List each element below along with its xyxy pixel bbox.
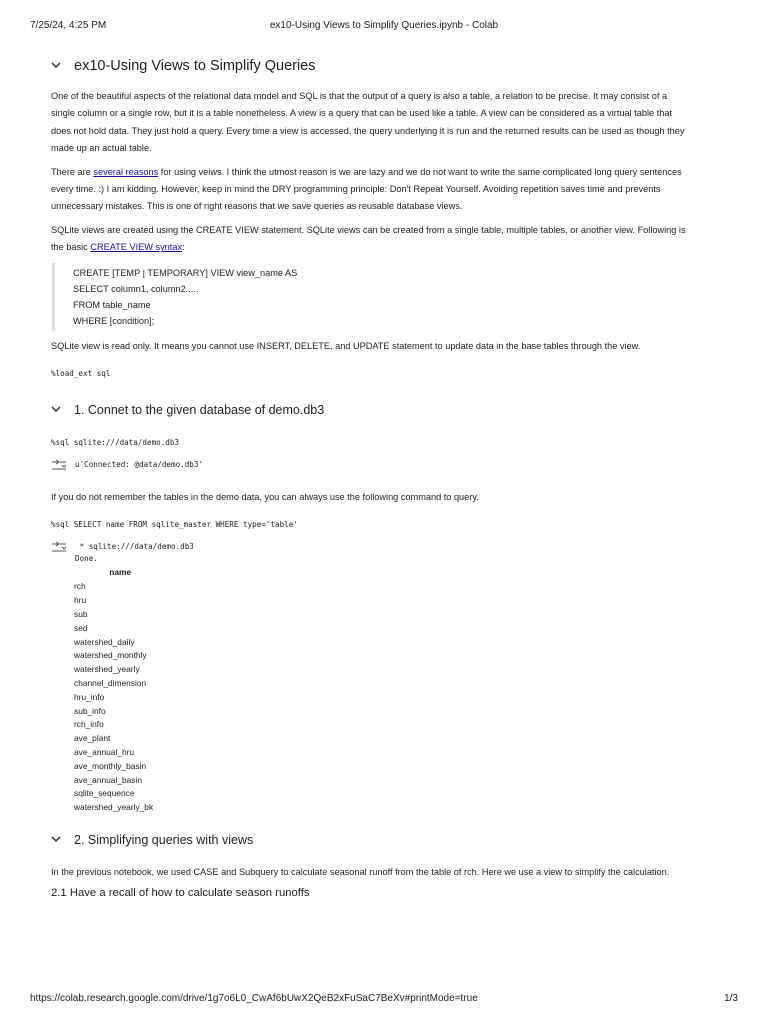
print-header — [30, 20, 738, 34]
section2-heading[interactable] — [48, 824, 693, 856]
query-output — [51, 541, 693, 553]
table-cell: ave_annual_basin — [74, 774, 142, 785]
print-datetime: 7/25/24, 4:25 PM — [30, 20, 107, 31]
table-row — [73, 593, 157, 607]
hint-paragraph: If you do not remember the tables in the demo data, you can always use the following command to query. — [51, 492, 479, 503]
table-row — [73, 745, 157, 759]
notebook-title: ex10-Using Views to Simplify Queries — [74, 58, 316, 74]
table-row — [73, 800, 157, 814]
table-cell: watershed_yearly — [74, 664, 140, 675]
load-ext-code-cell[interactable]: %load_ext sql — [51, 369, 111, 379]
table-cell: hru_info — [74, 691, 105, 702]
print-title: ex10-Using Views to Simplify Queries.ipynb - Colab — [269, 20, 499, 31]
table-cell: hru — [74, 595, 87, 606]
table-row — [73, 773, 157, 787]
table-row — [73, 676, 157, 690]
create-view-paragraph — [51, 222, 693, 257]
output-arrow-icon[interactable] — [51, 459, 67, 471]
reasons-suffix: for using veiws. I think the utmost reason is we are lazy and we do not want to write the same complicated long query sentences every time. :) I am kidding. However, keep in mind the DRY programming principle: Don't Repeat Yourself. Avoiding repetition saves time and prevents unnecessary mistakes. This is one of right reasons that we save queries as reusable database views. — [51, 166, 682, 212]
table-row — [73, 579, 157, 593]
reasons-paragraph — [51, 164, 693, 216]
several-reasons-link[interactable]: several reasons — [93, 166, 159, 177]
syntax-blockquote — [52, 263, 693, 331]
notebook-title-heading[interactable] — [48, 50, 693, 82]
table-cell: watershed_monthly — [74, 650, 147, 661]
notebook-page — [48, 50, 693, 899]
intro-paragraph: One of the beautiful aspects of the relational data model and SQL is that the output of a query is also a table, a relation to be precise. It may consist of a single column or a single row, but it is a table nonetheless. A view is a query that can be used like a table. A view can be considered as a virtual table that does not hold data. They just hold a query. Every time a view is accessed, the query underlying it is run and the returned results can be used as though they made up an actual table. — [51, 91, 685, 154]
table-cell: rch_info — [74, 719, 104, 730]
syntax-line: FROM table_name — [73, 299, 151, 310]
reasons-prefix: There are — [51, 166, 94, 177]
connect-output — [51, 459, 693, 471]
section2-intro: In the previous notebook, we used CASE and Subquery to calculate seasonal runoff from the table of rch. Here we use a view to simplify the calculation. — [51, 867, 670, 878]
section1-heading[interactable] — [48, 394, 693, 426]
query-output-line: * sqlite:///data/demo.db3 — [75, 542, 194, 552]
table-cell: ave_plant — [74, 733, 111, 744]
section1-title: 1. Connet to the given database of demo.db3 — [74, 403, 325, 418]
create-suffix: : — [182, 242, 185, 253]
create-view-syntax-link[interactable]: CREATE VIEW syntax — [90, 242, 183, 253]
print-page-number: 1/3 — [724, 993, 738, 1004]
table-row — [73, 648, 157, 662]
table-cell: sqlite_sequence — [74, 788, 135, 799]
table-row — [73, 662, 157, 676]
table-cell: sub — [74, 608, 88, 619]
table-row — [73, 704, 157, 718]
query-output-done: Done. — [75, 554, 98, 564]
table-row — [73, 717, 157, 731]
chevron-down-icon[interactable] — [50, 59, 64, 73]
syntax-line: CREATE [TEMP | TEMPORARY] VIEW view_name AS — [73, 267, 298, 278]
output-arrow-icon[interactable] — [51, 541, 67, 553]
table-row — [73, 759, 157, 773]
connect-code-cell[interactable]: %sql sqlite:///data/demo.db3 — [51, 438, 180, 448]
chevron-down-icon[interactable] — [50, 403, 64, 417]
print-url: https://colab.research.google.com/drive/1g7o6L0_CwAf6bUwX2QeB2xFuSaC7BeXv#printMode=true — [30, 993, 478, 1004]
chevron-down-icon[interactable] — [50, 833, 64, 847]
table-cell: watershed_daily — [74, 636, 135, 647]
table-row — [73, 690, 157, 704]
table-cell: sub_info — [74, 705, 106, 716]
section2-title: 2. Simplifying queries with views — [74, 833, 254, 848]
readonly-paragraph: SQLite view is read only. It means you cannot use INSERT, DELETE, and UPDATE statement to update data in the base tables through the view. — [51, 340, 641, 351]
syntax-line: WHERE [condition]; — [73, 315, 155, 326]
tables-result-table — [73, 565, 157, 814]
table-cell: sed — [74, 622, 88, 633]
table-cell: ave_monthly_basin — [74, 760, 147, 771]
table-row — [73, 786, 157, 800]
query-code-cell[interactable]: %sql SELECT name FROM sqlite_master WHERE type='table' — [51, 520, 298, 530]
table-row — [73, 607, 157, 621]
table-header-name: name — [109, 567, 132, 578]
table-cell: ave_annual_hru — [74, 746, 135, 757]
syntax-line: SELECT column1, column2..... — [73, 283, 199, 294]
table-cell: rch — [74, 581, 86, 592]
print-footer — [30, 993, 738, 1007]
section2-subheading: 2.1 Have a recall of how to calculate season runoffs — [51, 887, 310, 900]
connect-output-text: u'Connected: @data/demo.db3' — [75, 460, 204, 470]
table-cell: channel_dimension — [74, 677, 147, 688]
table-cell: watershed_yearly_bk — [74, 802, 154, 813]
table-row — [73, 731, 157, 745]
table-row — [73, 635, 157, 649]
table-row — [73, 621, 157, 635]
create-prefix: SQLite views are created using the CREATE VIEW statement. SQLite views can be created from a single table, multiple tables, or another view. Following is the basic — [51, 224, 686, 253]
